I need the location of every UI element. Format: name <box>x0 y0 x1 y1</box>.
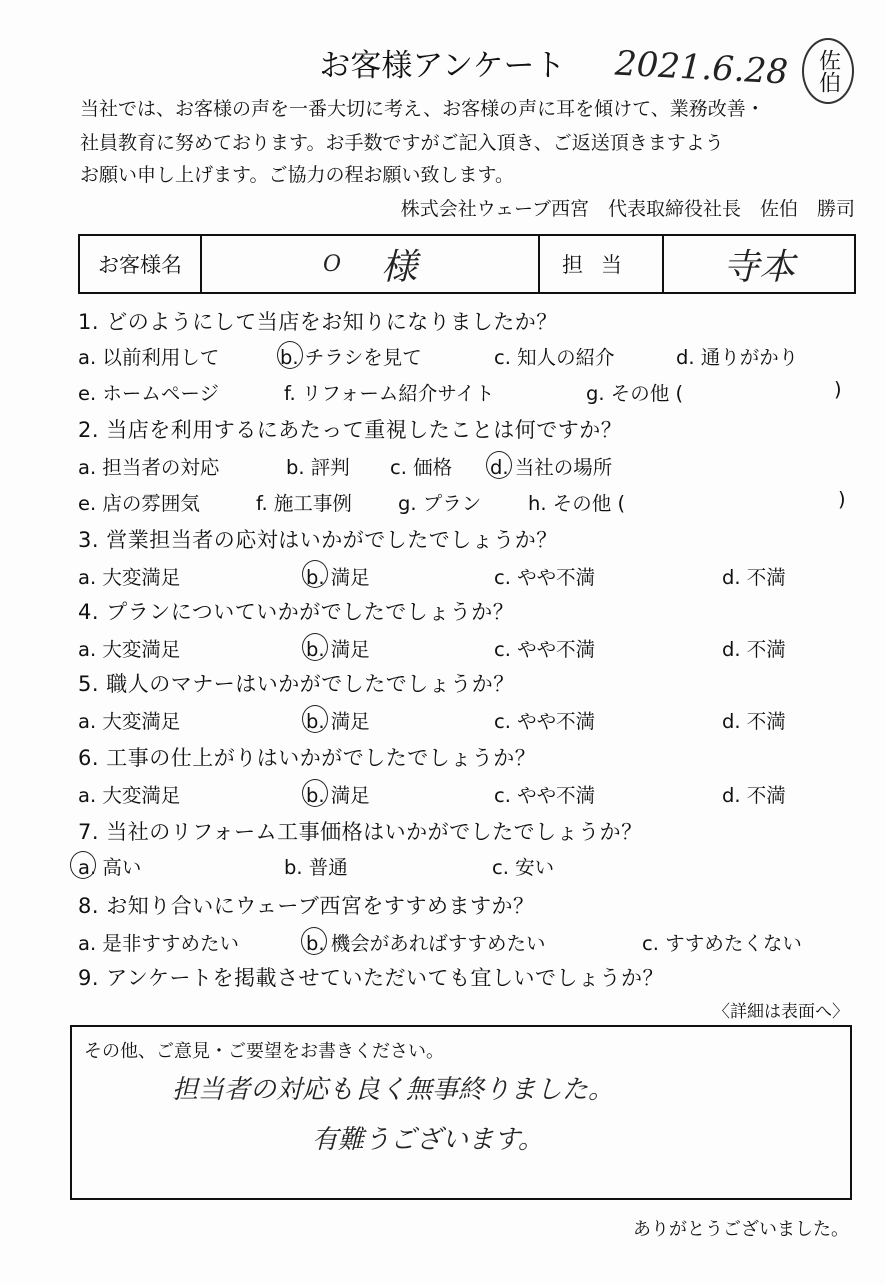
q6-option-b[interactable]: b. 満足 <box>306 784 370 807</box>
q7-option-a[interactable]: a. 高い <box>78 856 142 879</box>
question-6: 6. 工事の仕上がりはいかがでしたでしょうか？ <box>78 746 537 770</box>
q5-option-c[interactable]: c. やや不満 <box>494 710 596 733</box>
selection-circle <box>277 341 303 369</box>
selection-circle <box>302 779 328 807</box>
customer-name-suffix: 様 <box>381 246 418 288</box>
q4-option-d[interactable]: d. 不満 <box>722 638 786 661</box>
q4-option-a[interactable]: a. 大変満足 <box>78 638 181 661</box>
q1-option-f[interactable]: f. リフォーム紹介サイト <box>284 382 495 405</box>
q1-option-g[interactable]: g. その他 ( <box>586 382 684 405</box>
q5-option-a[interactable]: a. 大変満足 <box>78 710 181 733</box>
q2-option-e[interactable]: e. 店の雰囲気 <box>78 492 200 515</box>
q1-option-a[interactable]: a. 以前利用して <box>78 346 220 369</box>
comment-line-1: 担当者の対応も良く無事終りました。 <box>172 1075 615 1105</box>
intro-line: 社員教育に努めております。お手数ですがご記入頂き、ご返送頂きますよう <box>80 132 724 154</box>
intro-line: お願い申し上げます。ご協力の程お願い致します。 <box>80 164 514 186</box>
q5-option-d[interactable]: d. 不満 <box>722 710 786 733</box>
question-5: 5. 職人のマナーはいかがでしたでしょうか？ <box>78 672 515 696</box>
q3-option-b[interactable]: b. 満足 <box>306 566 370 589</box>
customer-name-field[interactable] <box>202 236 540 292</box>
q8-option-c[interactable]: c. すすめたくない <box>642 932 802 955</box>
q2-option-f[interactable]: f. 施工事例 <box>256 492 352 515</box>
selection-circle <box>486 451 512 479</box>
question-7: 7. 当社のリフォーム工事価格はいかがでしたでしょうか？ <box>78 820 643 844</box>
seal-stamp: 佐伯 <box>802 38 854 104</box>
q6-option-c[interactable]: c. やや不満 <box>494 784 596 807</box>
q7-option-c[interactable]: c. 安い <box>492 856 555 879</box>
selection-circle <box>70 851 96 879</box>
question-8: 8. お知り合いにウェーブ西宮をすすめますか？ <box>78 894 535 918</box>
q1-option-c[interactable]: c. 知人の紹介 <box>494 346 615 369</box>
q1-option-e[interactable]: e. ホームページ <box>78 382 220 405</box>
q4-option-c[interactable]: c. やや不満 <box>494 638 596 661</box>
q8-option-b[interactable]: b. 機会があればすすめたい <box>306 932 546 955</box>
company-line: 株式会社ウェーブ西宮 代表取締役社長 佐伯 勝司 <box>400 198 855 220</box>
q1-option-b[interactable]: b. チラシを見て <box>280 346 422 369</box>
staff-label: 担当 <box>540 236 664 292</box>
selection-circle <box>302 705 328 733</box>
comment-line-2: 有難うございます。 <box>312 1125 544 1155</box>
q2-option-d[interactable]: d. 当社の場所 <box>490 456 613 479</box>
comment-box[interactable] <box>70 1025 852 1200</box>
q2-option-c[interactable]: c. 価格 <box>390 456 453 479</box>
q6-option-d[interactable]: d. 不満 <box>722 784 786 807</box>
closing-text: ありがとうございました。 <box>633 1219 849 1240</box>
customer-name-value: O <box>322 251 342 277</box>
customer-name-label: お客様名 <box>80 236 202 292</box>
q8-option-a[interactable]: a. 是非すすめたい <box>78 932 240 955</box>
question-4: 4. プランについていかがでしたでしょうか？ <box>78 600 515 624</box>
question-1: 1. どのようにして当店をお知りになりましたか？ <box>78 310 558 334</box>
q6-option-a[interactable]: a. 大変満足 <box>78 784 181 807</box>
q3-option-c[interactable]: c. やや不満 <box>494 566 596 589</box>
q2-option-h[interactable]: h. その他 ( <box>528 492 626 515</box>
q3-option-a[interactable]: a. 大変満足 <box>78 566 181 589</box>
handwritten-date: 2021.6.28 <box>614 43 789 93</box>
page-title: お客様アンケート <box>319 48 566 84</box>
question-9: 9. アンケートを掲載させていただいても宜しいでしょうか？ <box>78 966 664 990</box>
staff-value: 寺本 <box>722 246 795 288</box>
selection-circle <box>302 560 328 588</box>
selection-circle <box>302 633 328 661</box>
q1-option-g-close: ) <box>834 378 842 401</box>
question-2: 2. 当店を利用するにあたって重視したことは何ですか？ <box>78 418 623 442</box>
customer-info-box <box>78 234 856 294</box>
q2-option-a[interactable]: a. 担当者の対応 <box>78 456 220 479</box>
question-3: 3. 営業担当者の応対はいかがでしたでしょうか？ <box>78 528 558 552</box>
intro-line: 当社では、お客様の声を一番大切に考え、お客様の声に耳を傾けて、業務改善・ <box>80 98 765 120</box>
q7-option-b[interactable]: b. 普通 <box>284 856 348 879</box>
q1-option-d[interactable]: d. 通りがかり <box>676 346 799 369</box>
comment-label: その他、ご意見・ご要望をお書きください。 <box>84 1041 444 1062</box>
q2-option-b[interactable]: b. 評判 <box>286 456 350 479</box>
selection-circle <box>301 927 327 955</box>
q9-note: 〈詳細は表面へ〉 <box>713 1002 849 1022</box>
q2-option-h-close: ) <box>838 488 846 511</box>
q2-option-g[interactable]: g. プラン <box>398 492 482 515</box>
q4-option-b[interactable]: b. 満足 <box>306 638 370 661</box>
q5-option-b[interactable]: b. 満足 <box>306 710 370 733</box>
q3-option-d[interactable]: d. 不満 <box>722 566 786 589</box>
staff-field[interactable] <box>664 236 854 292</box>
